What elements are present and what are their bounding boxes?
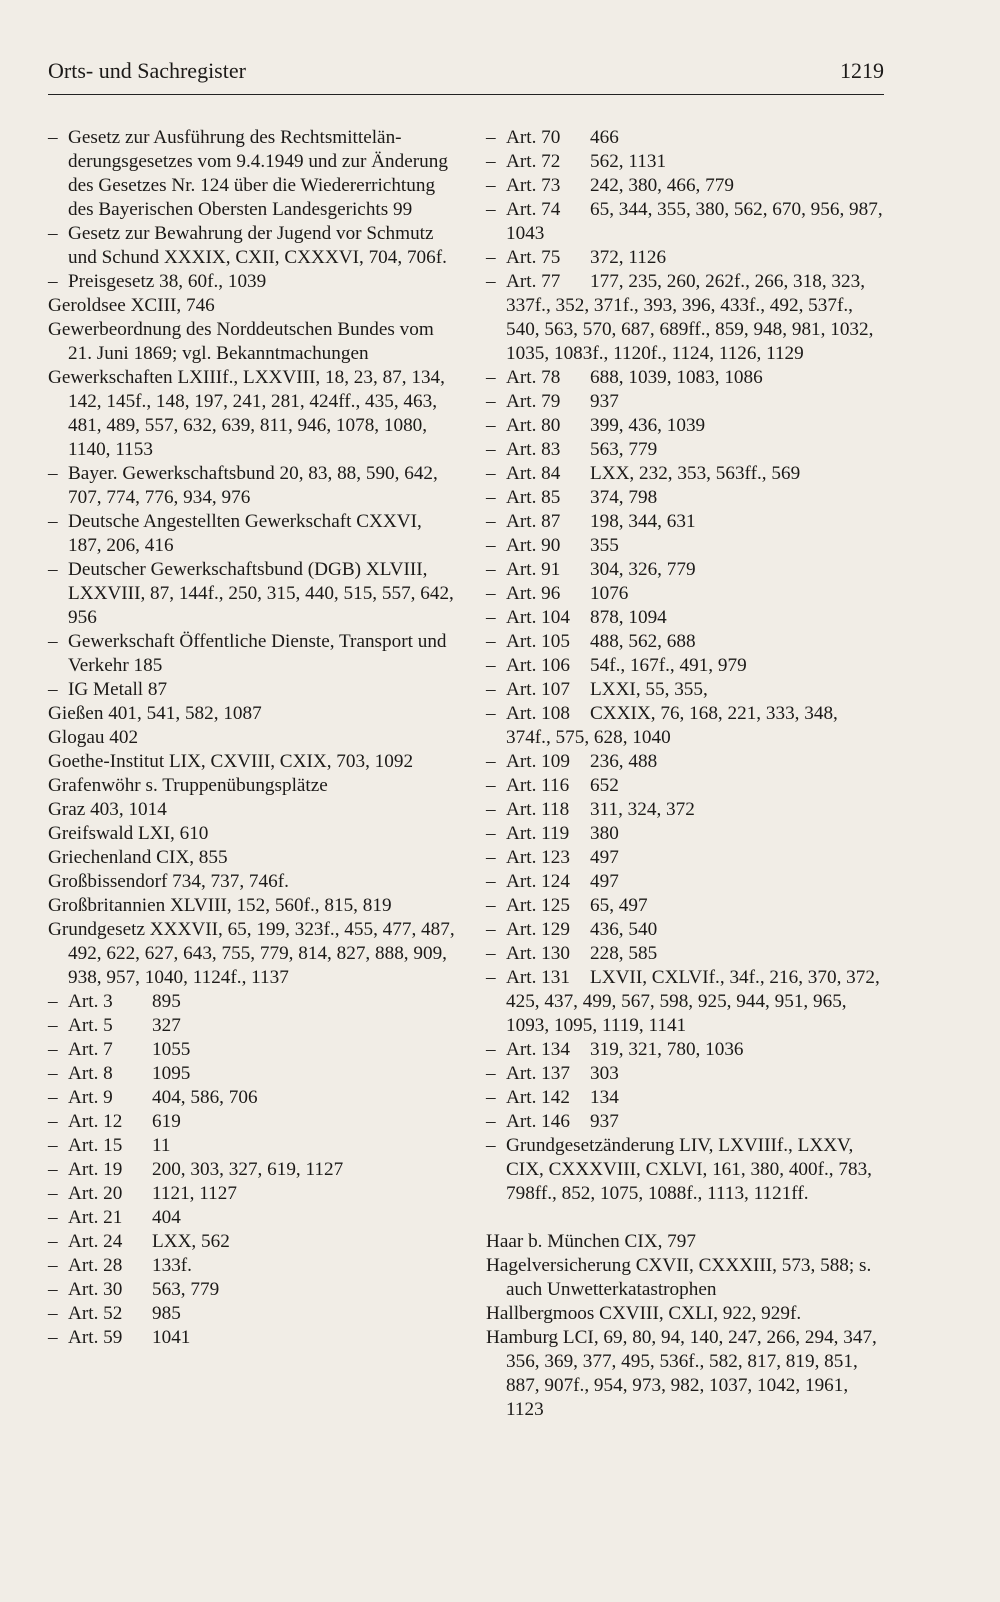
article-pages: 65, 344, 355, 380, 562, 670, 956, 987, 1043 (506, 199, 883, 244)
article-pages: LXX, 232, 353, 563ff., 569 (590, 463, 801, 484)
page-header (48, 58, 884, 90)
dash-marker: – (486, 751, 496, 772)
page-number: 1219 (840, 58, 884, 83)
article-label: Art. 52 (68, 1303, 123, 1324)
article-subentry (486, 678, 886, 702)
dash-marker: – (486, 943, 496, 964)
article-subentry (48, 1158, 458, 1182)
dash-marker: – (48, 223, 58, 244)
dash-marker: – (486, 463, 496, 484)
article-label: Art. 3 (68, 991, 113, 1012)
article-pages: 937 (590, 391, 619, 412)
subentry-text: Gewerkschaft Öffentliche Dienste, Transport und Verkehr 185 (68, 631, 447, 676)
dash-marker: – (486, 127, 496, 148)
article-pages: 937 (590, 1111, 619, 1132)
dash-marker: – (486, 703, 496, 724)
dash-marker: – (48, 679, 58, 700)
article-pages: 1041 (152, 1327, 191, 1348)
article-label: Art. 105 (506, 631, 570, 652)
index-entry: Griechenland CIX, 855 (48, 847, 228, 868)
index-subentry (48, 462, 458, 510)
article-pages: 304, 326, 779 (590, 559, 696, 580)
article-subentry (486, 942, 886, 966)
dash-marker: – (486, 895, 496, 916)
article-subentry (486, 198, 886, 246)
dash-marker: – (48, 1231, 58, 1252)
index-subentry (48, 558, 458, 630)
article-subentry (486, 366, 886, 390)
dash-marker: – (48, 1135, 58, 1156)
article-label: Art. 130 (506, 943, 570, 964)
article-pages: 1076 (590, 583, 629, 604)
article-subentry (486, 966, 886, 1038)
article-pages: 562, 1131 (590, 151, 667, 172)
article-subentry (48, 1230, 458, 1254)
article-label: Art. 30 (68, 1279, 123, 1300)
index-entry: Hallbergmoos CXVIII, CXLI, 922, 929f. (486, 1303, 802, 1324)
article-label: Art. 12 (68, 1111, 123, 1132)
article-label: Art. 118 (506, 799, 570, 820)
article-subentry (486, 1110, 886, 1134)
article-pages: 311, 324, 372 (590, 799, 695, 820)
article-pages: 327 (152, 1015, 181, 1036)
article-subentry (48, 990, 458, 1014)
article-label: Art. 78 (506, 367, 561, 388)
dash-marker: – (486, 367, 496, 388)
article-subentry (486, 270, 886, 366)
article-pages: 228, 585 (590, 943, 658, 964)
index-entry: Greifswald LXI, 610 (48, 823, 209, 844)
dash-marker: – (48, 1159, 58, 1180)
article-pages: 242, 380, 466, 779 (590, 175, 734, 196)
dash-marker: – (48, 991, 58, 1012)
subentry-text: Bayer. Gewerkschaftsbund 20, 83, 88, 590, 642, 707, 774, 776, 934, 976 (68, 463, 438, 508)
dash-marker: – (486, 439, 496, 460)
article-pages: 134 (590, 1087, 619, 1108)
article-subentry (486, 414, 886, 438)
article-pages: CXXIX, 76, 168, 221, 333, 348, 374f., 575, 628, 1040 (506, 703, 838, 748)
article-subentry (48, 1206, 458, 1230)
article-pages: 303 (590, 1063, 619, 1084)
subentry-text: Grundgesetzänderung LIV, LXVIIIf., LXXV, CIX, CXXXVIII, CXLVI, 161, 380, 400f., 783, 798ff., 852, 1075, 1088f., 1113, 1121ff. (506, 1135, 872, 1204)
article-pages: 374, 798 (590, 487, 658, 508)
index-entry: Hamburg LCI, 69, 80, 94, 140, 247, 266, 294, 347, 356, 369, 377, 495, 536f., 582, 817, 819, 851, 887, 907f., 954, 973, 982, 1037, 1042, 1961, 1123 (486, 1327, 877, 1420)
article-pages: 878, 1094 (590, 607, 667, 628)
dash-marker: – (48, 1255, 58, 1276)
dash-marker: – (48, 1303, 58, 1324)
dash-marker: – (48, 1111, 58, 1132)
article-pages: 319, 321, 780, 1036 (590, 1039, 744, 1060)
article-subentry (486, 846, 886, 870)
article-label: Art. 8 (68, 1063, 113, 1084)
index-entry: Geroldsee XCIII, 746 (48, 295, 215, 316)
article-label: Art. 75 (506, 247, 561, 268)
article-subentry (486, 1062, 886, 1086)
article-subentry (48, 1134, 458, 1158)
index-subentry (48, 222, 458, 270)
dash-marker: – (48, 1183, 58, 1204)
dash-marker: – (486, 847, 496, 868)
index-entry: Gießen 401, 541, 582, 1087 (48, 703, 262, 724)
dash-marker: – (486, 511, 496, 532)
dash-marker: – (48, 1015, 58, 1036)
article-pages: 466 (590, 127, 619, 148)
article-pages: 404 (152, 1207, 181, 1228)
article-label: Art. 125 (506, 895, 570, 916)
article-label: Art. 5 (68, 1015, 113, 1036)
article-label: Art. 108 (506, 703, 570, 724)
article-subentry (486, 894, 886, 918)
article-pages: 652 (590, 775, 619, 796)
index-entry: Großbritannien XLVIII, 152, 560f., 815, 819 (48, 895, 392, 916)
dash-marker: – (48, 559, 58, 580)
index-column-left (48, 126, 458, 1350)
index-entry: Grafenwöhr s. Truppenübungsplätze (48, 775, 328, 796)
dash-marker: – (48, 1039, 58, 1060)
dash-marker: – (48, 631, 58, 652)
article-subentry (486, 630, 886, 654)
article-label: Art. 79 (506, 391, 561, 412)
dash-marker: – (486, 679, 496, 700)
dash-marker: – (486, 967, 496, 988)
article-subentry (486, 606, 886, 630)
article-subentry (486, 774, 886, 798)
article-label: Art. 7 (68, 1039, 113, 1060)
article-subentry (486, 750, 886, 774)
article-pages: 198, 344, 631 (590, 511, 696, 532)
article-label: Art. 85 (506, 487, 561, 508)
dash-marker: – (48, 463, 58, 484)
article-pages: 236, 488 (590, 751, 658, 772)
article-label: Art. 59 (68, 1327, 123, 1348)
dash-marker: – (486, 1063, 496, 1084)
article-label: Art. 20 (68, 1183, 123, 1204)
article-subentry (486, 1038, 886, 1062)
article-subentry (48, 1326, 458, 1350)
article-pages: 200, 303, 327, 619, 1127 (152, 1159, 344, 1180)
article-subentry (486, 462, 886, 486)
article-label: Art. 74 (506, 199, 561, 220)
article-pages: 404, 586, 706 (152, 1087, 258, 1108)
article-label: Art. 137 (506, 1063, 570, 1084)
article-label: Art. 90 (506, 535, 561, 556)
article-pages: 688, 1039, 1083, 1086 (590, 367, 763, 388)
article-label: Art. 129 (506, 919, 570, 940)
article-label: Art. 123 (506, 847, 570, 868)
article-subentry (486, 918, 886, 942)
index-subentry (48, 630, 458, 678)
dash-marker: – (486, 607, 496, 628)
index-subentry (48, 270, 458, 294)
article-label: Art. 106 (506, 655, 570, 676)
dash-marker: – (48, 1207, 58, 1228)
article-label: Art. 119 (506, 823, 570, 844)
article-label: Art. 19 (68, 1159, 123, 1180)
dash-marker: – (486, 655, 496, 676)
article-pages: 380 (590, 823, 619, 844)
dash-marker: – (48, 511, 58, 532)
article-subentry (486, 438, 886, 462)
article-subentry (48, 1062, 458, 1086)
subentry-text: Deutsche Angestellten Gewerkschaft CXXVI, 187, 206, 416 (68, 511, 422, 556)
article-subentry (486, 798, 886, 822)
dash-marker: – (486, 1135, 496, 1156)
dash-marker: – (486, 871, 496, 892)
article-label: Art. 21 (68, 1207, 123, 1228)
article-label: Art. 107 (506, 679, 570, 700)
dash-marker: – (486, 199, 496, 220)
dash-marker: – (486, 271, 496, 292)
article-label: Art. 70 (506, 127, 561, 148)
dash-marker: – (486, 1087, 496, 1108)
dash-marker: – (486, 391, 496, 412)
article-label: Art. 87 (506, 511, 561, 532)
index-entry: Graz 403, 1014 (48, 799, 167, 820)
index-subentry (48, 678, 458, 702)
article-label: Art. 109 (506, 751, 570, 772)
article-subentry (48, 1182, 458, 1206)
dash-marker: – (48, 1063, 58, 1084)
dash-marker: – (486, 175, 496, 196)
dash-marker: – (486, 775, 496, 796)
article-subentry (486, 702, 886, 750)
article-pages: 1121, 1127 (152, 1183, 237, 1204)
article-subentry (486, 870, 886, 894)
article-subentry (486, 246, 886, 270)
article-pages: LXXI, 55, 355, (590, 679, 708, 700)
article-pages: 563, 779 (590, 439, 658, 460)
article-pages: 497 (590, 847, 619, 868)
article-pages: 563, 779 (152, 1279, 220, 1300)
article-subentry (486, 486, 886, 510)
article-label: Art. 24 (68, 1231, 123, 1252)
entry-gap (486, 1206, 886, 1230)
index-entry: Glogau 402 (48, 727, 139, 748)
article-subentry (486, 150, 886, 174)
article-pages: 355 (590, 535, 619, 556)
article-label: Art. 9 (68, 1087, 113, 1108)
index-entry: Haar b. München CIX, 797 (486, 1231, 696, 1252)
dash-marker: – (486, 823, 496, 844)
dash-marker: – (486, 535, 496, 556)
article-label: Art. 84 (506, 463, 561, 484)
article-subentry (486, 174, 886, 198)
article-pages: 1095 (152, 1063, 191, 1084)
article-label: Art. 77 (506, 271, 561, 292)
index-entry: Grundgesetz XXXVII, 65, 199, 323f., 455, 477, 487, 492, 622, 627, 643, 755, 779, 814, 827, 888, 909, 938, 957, 1040, 1124f., 1137 (48, 919, 455, 988)
article-subentry (486, 510, 886, 534)
dash-marker: – (486, 1111, 496, 1132)
article-pages: 133f. (152, 1255, 192, 1276)
dash-marker: – (48, 1087, 58, 1108)
dash-marker: – (486, 1039, 496, 1060)
article-subentry (48, 1278, 458, 1302)
dash-marker: – (486, 487, 496, 508)
index-entry: Hagelversicherung CXVII, CXXXIII, 573, 588; s. auch Unwetterkatastrophen (486, 1255, 872, 1300)
dash-marker: – (486, 415, 496, 436)
subentry-text: IG Metall 87 (68, 679, 168, 700)
article-label: Art. 116 (506, 775, 570, 796)
article-label: Art. 28 (68, 1255, 123, 1276)
index-subentry (486, 1134, 886, 1206)
article-label: Art. 104 (506, 607, 570, 628)
dash-marker: – (486, 151, 496, 172)
article-label: Art. 72 (506, 151, 561, 172)
article-subentry (486, 390, 886, 414)
running-title: Orts- und Sachregister (48, 58, 246, 83)
subentry-text: Gesetz zur Bewahrung der Jugend vor Schmutz und Schund XXXIX, CXII, CXXXVI, 704, 706f. (68, 223, 447, 268)
article-subentry (48, 1302, 458, 1326)
article-label: Art. 146 (506, 1111, 570, 1132)
article-pages: 436, 540 (590, 919, 658, 940)
subentry-text: Gesetz zur Ausführung des Rechtsmitteländerungsgesetzes vom 9.4.1949 und zur Änderung des Gesetzes Nr. 124 über die Wiedererrichtung des Bayerischen Obersten Landesgerichts 99 (68, 127, 448, 220)
article-pages: LXVII, CXLVIf., 34f., 216, 370, 372, 425, 437, 499, 567, 598, 925, 944, 951, 965, 1093, 1095, 1119, 1141 (506, 967, 880, 1036)
dash-marker: – (486, 559, 496, 580)
dash-marker: – (486, 631, 496, 652)
dash-marker: – (48, 1279, 58, 1300)
article-pages: 488, 562, 688 (590, 631, 696, 652)
article-label: Art. 124 (506, 871, 570, 892)
article-label: Art. 15 (68, 1135, 123, 1156)
dash-marker: – (48, 127, 58, 148)
article-pages: 54f., 167f., 491, 979 (590, 655, 747, 676)
dash-marker: – (48, 1327, 58, 1348)
article-subentry (48, 1110, 458, 1134)
article-pages: LXX, 562 (152, 1231, 230, 1252)
subentry-text: Preisgesetz 38, 60f., 1039 (68, 271, 267, 292)
article-pages: 11 (152, 1135, 171, 1156)
index-entry: Großbissendorf 734, 737, 746f. (48, 871, 289, 892)
article-pages: 65, 497 (590, 895, 648, 916)
article-subentry (486, 654, 886, 678)
article-label: Art. 80 (506, 415, 561, 436)
index-entry: Gewerkschaften LXIIIf., LXXVIII, 18, 23, 87, 134, 142, 145f., 148, 197, 241, 281, 424ff., 435, 463, 481, 489, 557, 632, 639, 811, 946, 1078, 1080, 1140, 1153 (48, 367, 445, 460)
article-label: Art. 73 (506, 175, 561, 196)
article-pages: 619 (152, 1111, 181, 1132)
dash-marker: – (486, 799, 496, 820)
article-subentry (486, 822, 886, 846)
index-subentry (48, 510, 458, 558)
article-pages: 895 (152, 991, 181, 1012)
article-label: Art. 91 (506, 559, 561, 580)
article-subentry (48, 1254, 458, 1278)
dash-marker: – (486, 247, 496, 268)
article-pages: 399, 436, 1039 (590, 415, 706, 436)
dash-marker: – (48, 271, 58, 292)
article-pages: 985 (152, 1303, 181, 1324)
article-subentry (486, 558, 886, 582)
article-pages: 372, 1126 (590, 247, 667, 268)
article-subentry (48, 1014, 458, 1038)
subentry-text: Deutscher Gewerkschaftsbund (DGB) XLVIII, LXXVIII, 87, 144f., 250, 315, 440, 515, 557, 642, 956 (68, 559, 454, 628)
dash-marker: – (486, 919, 496, 940)
index-entry: Gewerbeordnung des Norddeutschen Bundes vom 21. Juni 1869; vgl. Bekanntmachungen (48, 319, 434, 364)
article-label: Art. 134 (506, 1039, 570, 1060)
article-pages: 177, 235, 260, 262f., 266, 318, 323, 337f., 352, 371f., 393, 396, 433f., 492, 537f., 540, 563, 570, 687, 689ff., 859, 948, 981, 1032, 1035, 1083f., 1120f., 1124, 1126, 1129 (506, 271, 874, 364)
article-label: Art. 96 (506, 583, 561, 604)
article-subentry (486, 1086, 886, 1110)
article-label: Art. 142 (506, 1087, 570, 1108)
article-subentry (48, 1086, 458, 1110)
article-pages: 1055 (152, 1039, 191, 1060)
index-entry: Goethe-Institut LIX, CXVIII, CXIX, 703, 1092 (48, 751, 414, 772)
article-subentry (486, 534, 886, 558)
article-label: Art. 131 (506, 967, 570, 988)
index-column-right (486, 126, 886, 1422)
article-subentry (486, 582, 886, 606)
header-rule (48, 94, 884, 95)
article-pages: 497 (590, 871, 619, 892)
index-subentry (48, 126, 458, 222)
article-subentry (48, 1038, 458, 1062)
dash-marker: – (486, 583, 496, 604)
article-subentry (486, 126, 886, 150)
article-label: Art. 83 (506, 439, 561, 460)
